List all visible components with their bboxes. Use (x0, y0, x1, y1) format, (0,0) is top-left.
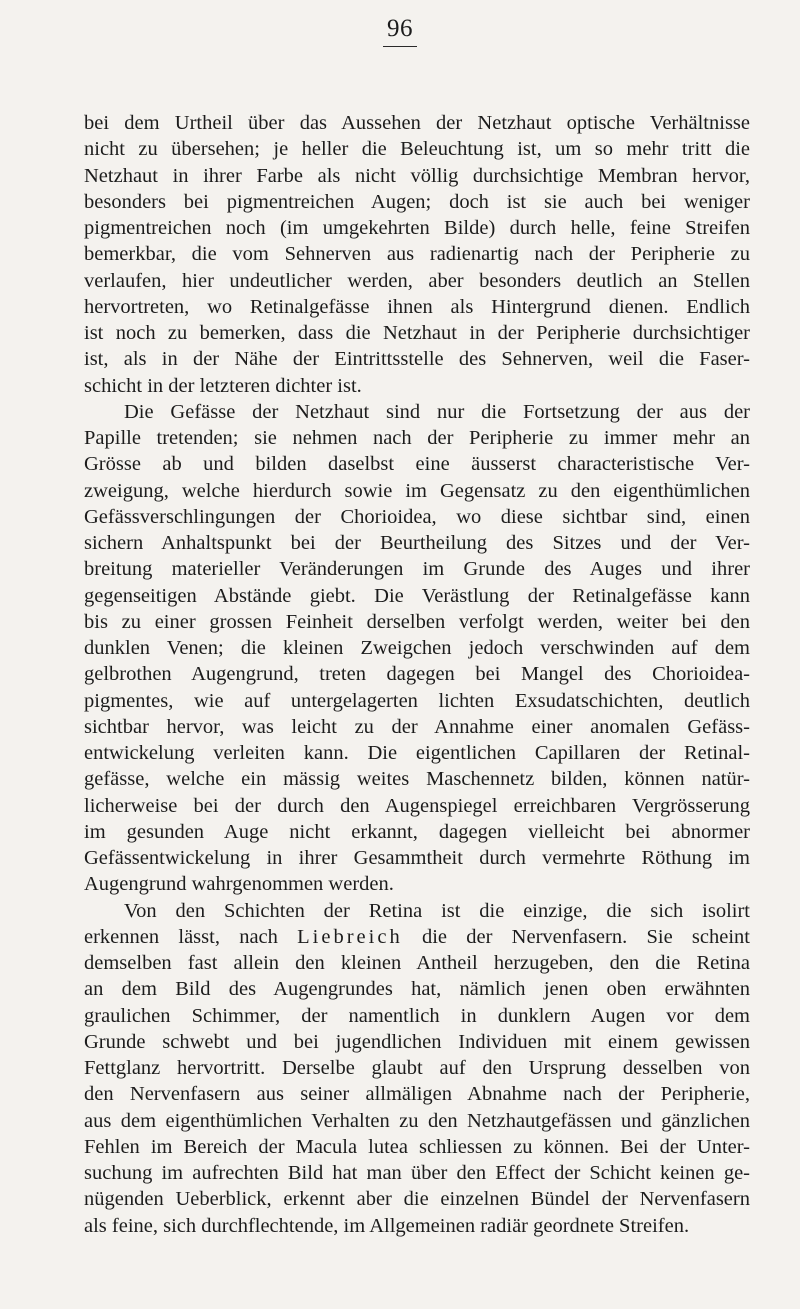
text-line: Die Gefässe der Netzhaut sind nur die Fortsetzung der aus der (124, 400, 750, 423)
text-line: licherweise bei der durch den Augenspiegel erreichbaren Vergrösserung (84, 794, 750, 817)
text-line: Von den Schichten der Retina ist die einzige, die sich isolirt (124, 899, 750, 922)
text-line: ist, als in der Nähe der Eintrittsstelle des Sehnerven, weil die Faser- (84, 348, 750, 371)
text-line: als feine, sich durchflechtende, im Allgemeinen radiär geordnete Streifen. (84, 1214, 690, 1237)
text-line: bis zu einer grossen Feinheit derselben verfolgt werden, weiter bei den (84, 610, 750, 633)
text-line: Papille tretenden; sie nehmen nach der Peripherie zu immer mehr an (84, 427, 750, 449)
text-line: Grunde schwebt und bei jugendlichen Individuen mit einem gewissen (84, 1030, 750, 1053)
text-line: Gefässverschlingungen der Chorioidea, wo diese sichtbar sind, einen (84, 505, 750, 528)
text-line: gegenseitigen Abstände giebt. Die Verästlung der Retinalgefässe kann (84, 584, 750, 607)
text-line: verlaufen, hier undeutlicher werden, aber besonders deutlich an Stellen (84, 269, 750, 292)
text-line: ist noch zu bemerken, dass die Netzhaut in der Peripherie durchsichtiger (84, 322, 750, 344)
text-line (84, 924, 750, 950)
text-line: Netzhaut in ihrer Farbe als nicht völlig durchsichtige Membran hervor, (84, 164, 750, 187)
text-line: sichtbar hervor, was leicht zu der Annahme einer anomalen Gefäss- (84, 715, 750, 738)
text-line: zweigung, welche hierdurch sowie im Gegensatz zu den eigenthümlichen (84, 479, 750, 502)
text-line: pigmentes, wie auf untergelagerten lichten Exsudatschichten, deutlich (84, 689, 750, 712)
text-line: sichern Anhaltspunkt bei der Beurtheilung des Sitzes und der Ver- (84, 532, 750, 554)
text-line: pigmentreichen noch (im umgekehrten Bilde) durch helle, feine Streifen (84, 217, 750, 239)
body-text (84, 110, 750, 1239)
text-line: suchung im aufrechten Bild hat man über den Effect der Schicht keinen ge- (84, 1162, 750, 1184)
text-line: Gefässentwickelung in ihrer Gesammtheit durch vermehrte Röthung im (84, 847, 750, 869)
text-line: gelbrothen Augengrund, treten dagegen bei Mangel des Chorioidea- (84, 663, 750, 686)
text-line: schicht in der letzteren dichter ist. (84, 374, 362, 397)
text-line: Grösse ab und bilden daselbst eine äusserst characteristische Ver- (84, 453, 750, 476)
text-line: nicht zu übersehen; je heller die Beleuchtung ist, um so mehr tritt die (84, 138, 750, 161)
text-run: die der Nervenfasern. Sie scheint (402, 925, 750, 948)
text-line: dunklen Venen; die kleinen Zweigchen jedoch verschwinden auf dem (84, 637, 750, 659)
text-line: breitung materieller Veränderungen im Grunde des Auges und ihrer (84, 558, 750, 581)
text-line: nügenden Ueberblick, erkennt aber die einzelnen Bündel der Nervenfasern (84, 1188, 750, 1211)
page-number: 96 (0, 14, 800, 47)
text-line: im gesunden Auge nicht erkannt, dagegen vielleicht bei abnormer (84, 820, 750, 843)
text-line: Augengrund wahrgenommen werden. (84, 873, 394, 896)
text-line: Fehlen im Bereich der Macula lutea schliessen zu können. Bei der Unter- (84, 1135, 750, 1158)
text-line: besonders bei pigmentreichen Augen; doch ist sie auch bei weniger (84, 190, 750, 213)
text-line: graulichen Schimmer, der namentlich in dunklern Augen vor dem (84, 1004, 750, 1027)
text-line: bei dem Urtheil über das Aussehen der Netzhaut optische Verhältnisse (84, 112, 750, 134)
text-line: hervortreten, wo Retinalgefässe ihnen als Hintergrund dienen. Endlich (84, 295, 750, 318)
text-run: erkennen lässt, nach (84, 925, 298, 948)
text-line: Fettglanz hervortritt. Derselbe glaubt auf den Ursprung desselben von (84, 1057, 750, 1079)
text-line: an dem Bild des Augengrundes hat, nämlich jenen oben erwähnten (84, 978, 750, 1001)
text-line: den Nervenfasern aus seiner allmäligen Abnahme nach der Peripherie, (84, 1083, 750, 1106)
text-line: demselben fast allein den kleinen Antheil herzugeben, den die Retina (84, 952, 750, 974)
text-line: aus dem eigenthümlichen Verhalten zu den Netzhautgefässen und gänzlichen (84, 1109, 750, 1132)
text-line: bemerkbar, die vom Sehnerven aus radienartig nach der Peripherie zu (84, 243, 750, 266)
text-line: gefässe, welche ein mässig weites Maschennetz bilden, können natür- (84, 768, 750, 791)
author-name: Liebreich (297, 925, 403, 948)
text-line: entwickelung verleiten kann. Die eigentlichen Capillaren der Retinal- (84, 742, 750, 764)
